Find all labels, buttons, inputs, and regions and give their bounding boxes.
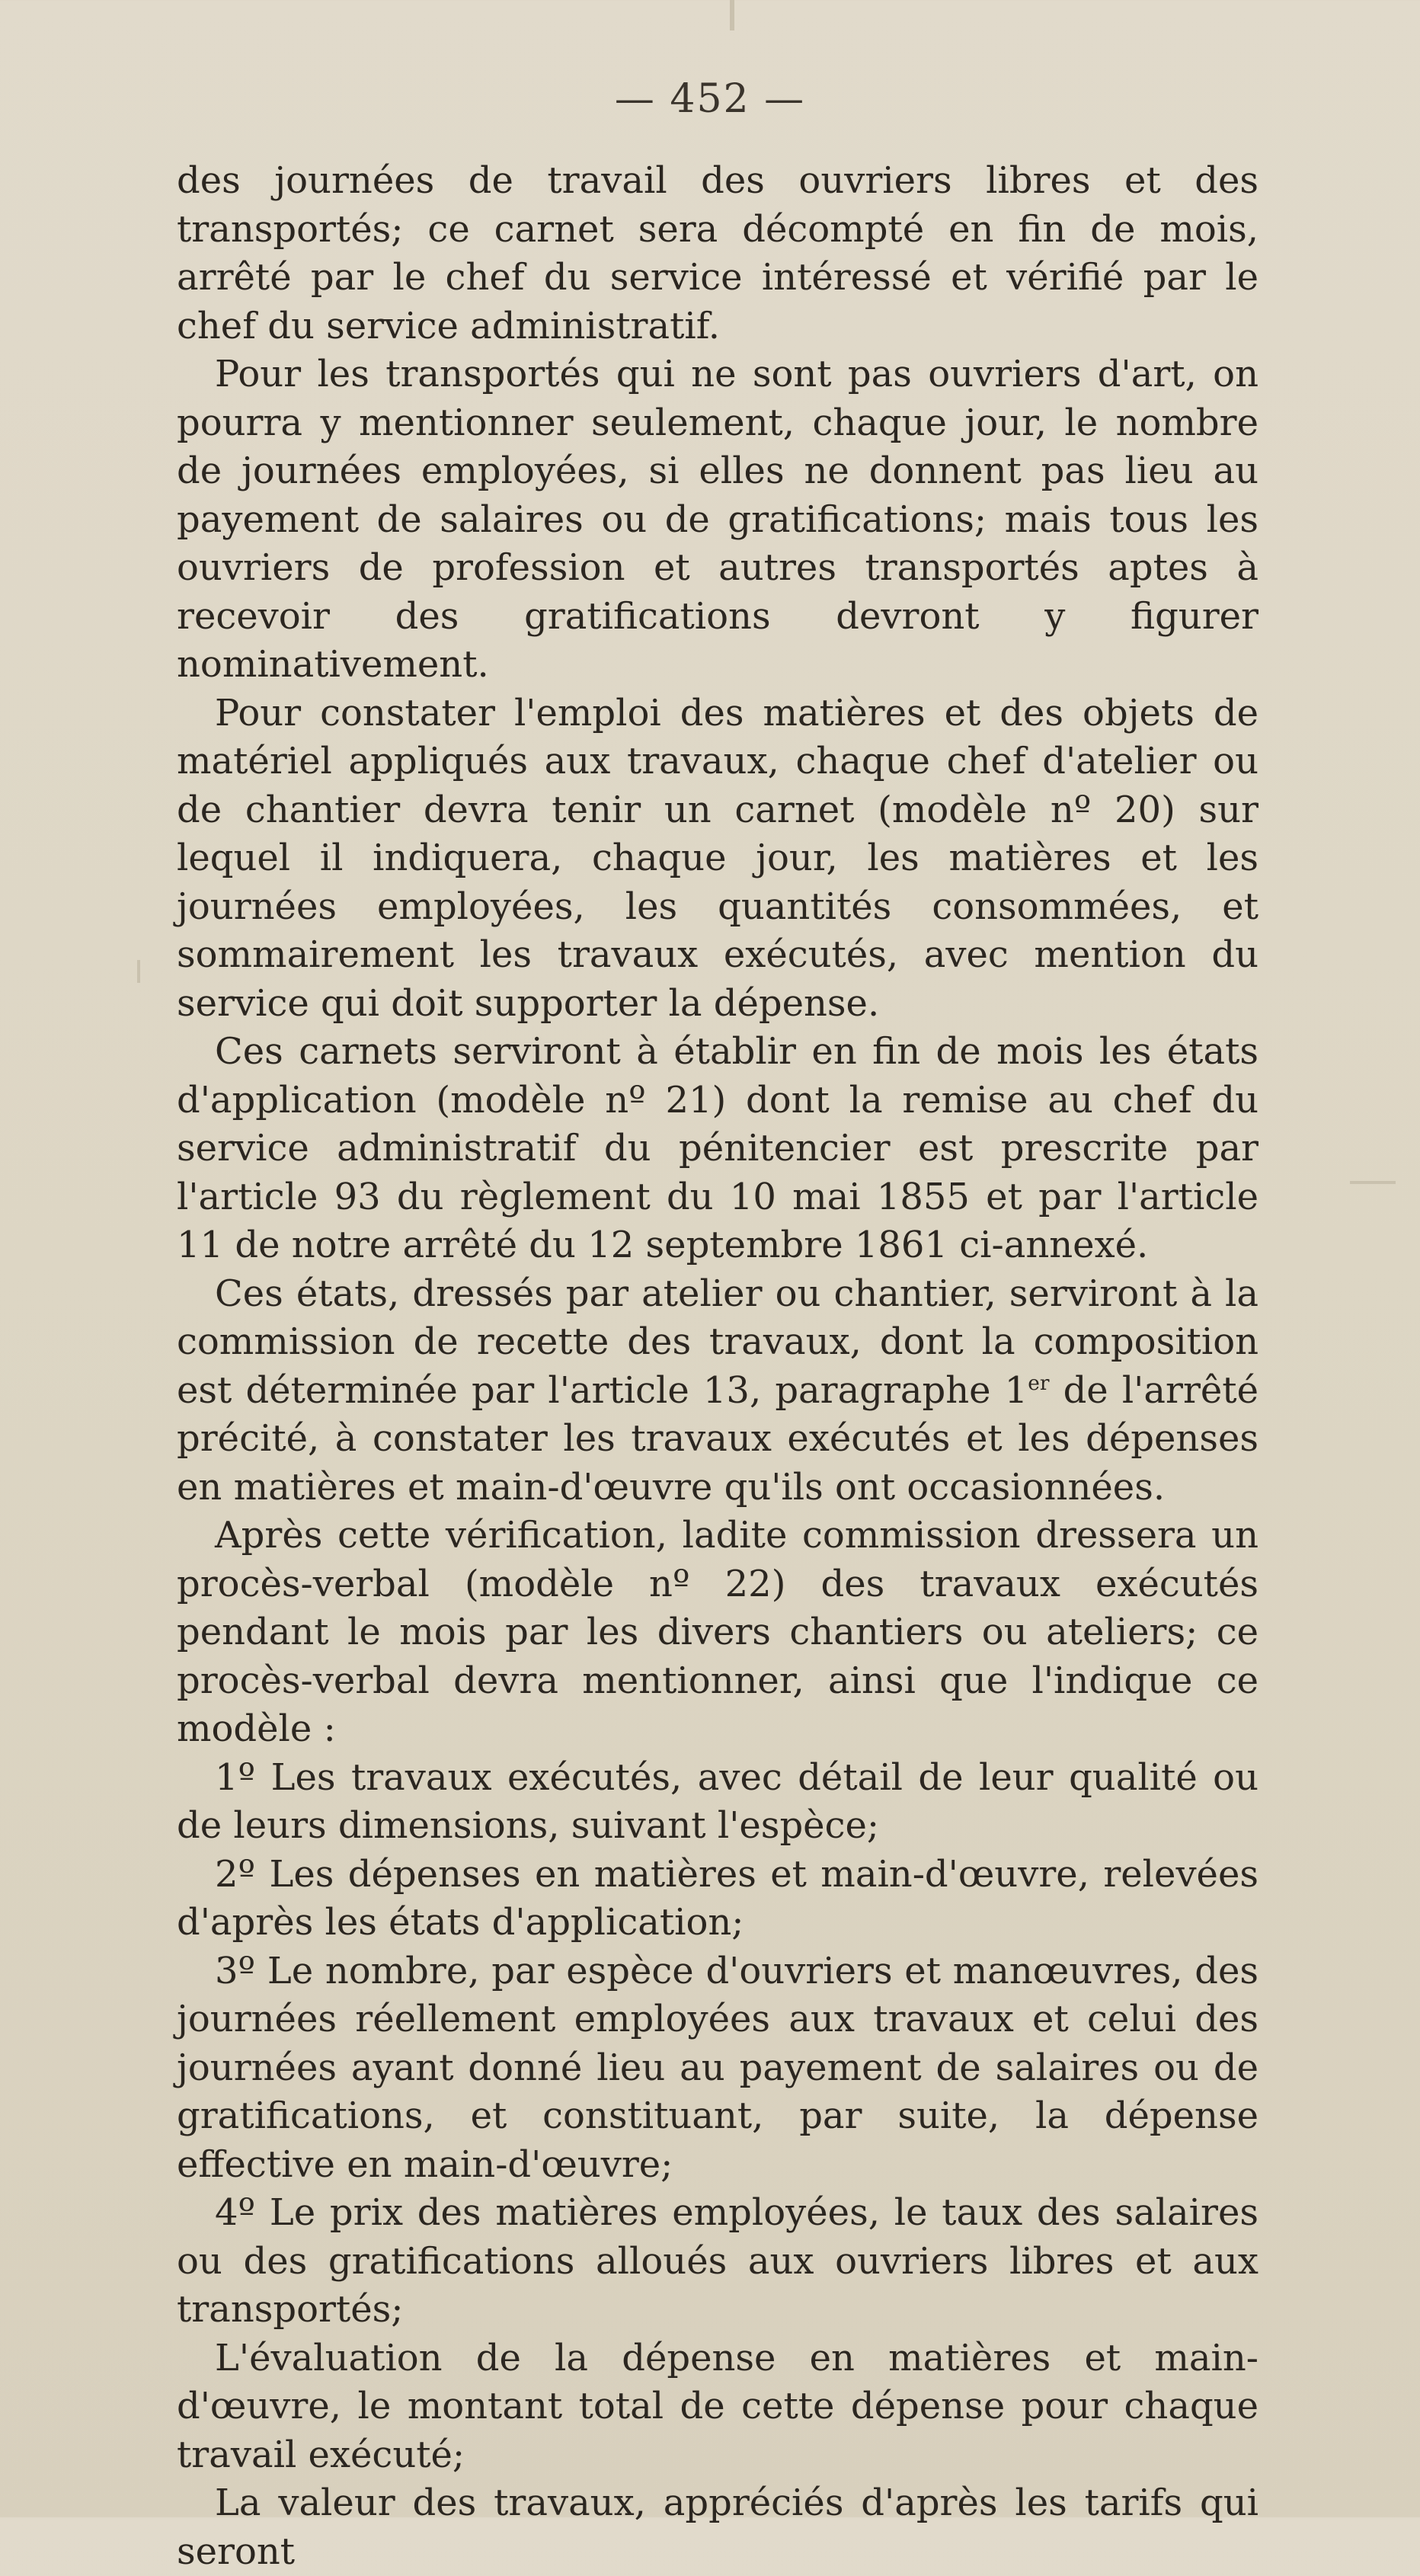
paragraph-etats (177, 1270, 1258, 1512)
paragraph-carnets: Ces carnets serviront à établir en fin de mois les états d'application (modèle nº 21) dont la remise au chef du service administratif du pénitencier est prescrite par l'article 93 du règlement du 10 mai 1855 et par l'article 11 de notre arrêté du 12 septembre 1861 ci-annexé. (177, 1030, 1258, 1266)
paragraph-evaluation: L'évaluation de la dépense en matières et main-d'œuvre, le montant total de cette dépense pour chaque travail exécuté; (177, 2336, 1258, 2476)
margin-mark (137, 960, 140, 983)
list-item-1: 1º Les travaux exécutés, avec détail de leur qualité ou de leurs dimensions, suivant l'espèce; (177, 1755, 1258, 1847)
page-fold-mark (730, 0, 734, 30)
paragraph-verification: Après cette vérification, ladite commission dressera un procès-verbal (modèle nº 22) des travaux exécutés pendant le mois par les divers chantiers ou ateliers; ce procès-verbal devra mentionner, ainsi que l'indique ce modèle : (177, 1514, 1258, 1750)
page-number: — 452 — (614, 76, 806, 122)
paragraph-etats-text-end: de l'arrêté précité, à constater les travaux exécutés et les dépenses en matières et main-d'œuvre qu'ils ont occasionnées. (177, 1368, 1258, 1509)
list-item-3: 3º Le nombre, par espèce d'ouvriers et manœuvres, des journées réellement employées aux travaux et celui des journées ayant donné lieu au payement de salaires ou de gratifications, et constituant, par suite, la dépense effective en main-d'œuvre; (177, 1949, 1258, 2186)
list-item-2: 2º Les dépenses en matières et main-d'œuvre, relevées d'après les états d'application; (177, 1852, 1258, 1944)
paragraph-etats-text: Ces états, dressés par atelier ou chantier, serviront à la commission de recette des travaux, dont la composition est déterminée par l'article 13, paragraphe 1 (177, 1272, 1258, 1412)
paragraph-transportes: Pour les transportés qui ne sont pas ouvriers d'art, on pourra y mentionner seulement, chaque jour, le nombre de journées employées, si elles ne donnent pas lieu au payement de salaires ou de gratifications; mais tous les ouvriers de profession et autres transportés aptes à recevoir des gratifications devront y figurer nominativement. (177, 353, 1258, 686)
paragraph-continuation: des journées de travail des ouvriers libres et des transportés; ce carnet sera décompté en fin de mois, arrêté par le chef du service intéressé et vérifié par le chef du service administratif. (177, 159, 1258, 347)
paragraph-emploi-matieres: Pour constater l'emploi des matières et des objets de matériel appliqués aux travaux, chaque chef d'atelier ou de chantier devra tenir un carnet (modèle nº 20) sur lequel il indiquera, chaque jour, les matières et les journées employées, les quantités consommées, et sommairement les travaux exécutés, avec mention du service qui doit supporter la dépense. (177, 691, 1258, 1025)
list-item-4: 4º Le prix des matières employées, le taux des salaires ou des gratifications alloués aux ouvriers libres et aux transportés; (177, 2191, 1258, 2331)
body-text (177, 157, 1258, 2576)
paragraph-valeur-travaux: La valeur des travaux, appréciés d'après les tarifs qui seront (177, 2482, 1258, 2573)
margin-mark (1350, 1181, 1396, 1184)
superscript-er: er (1028, 1371, 1050, 1395)
